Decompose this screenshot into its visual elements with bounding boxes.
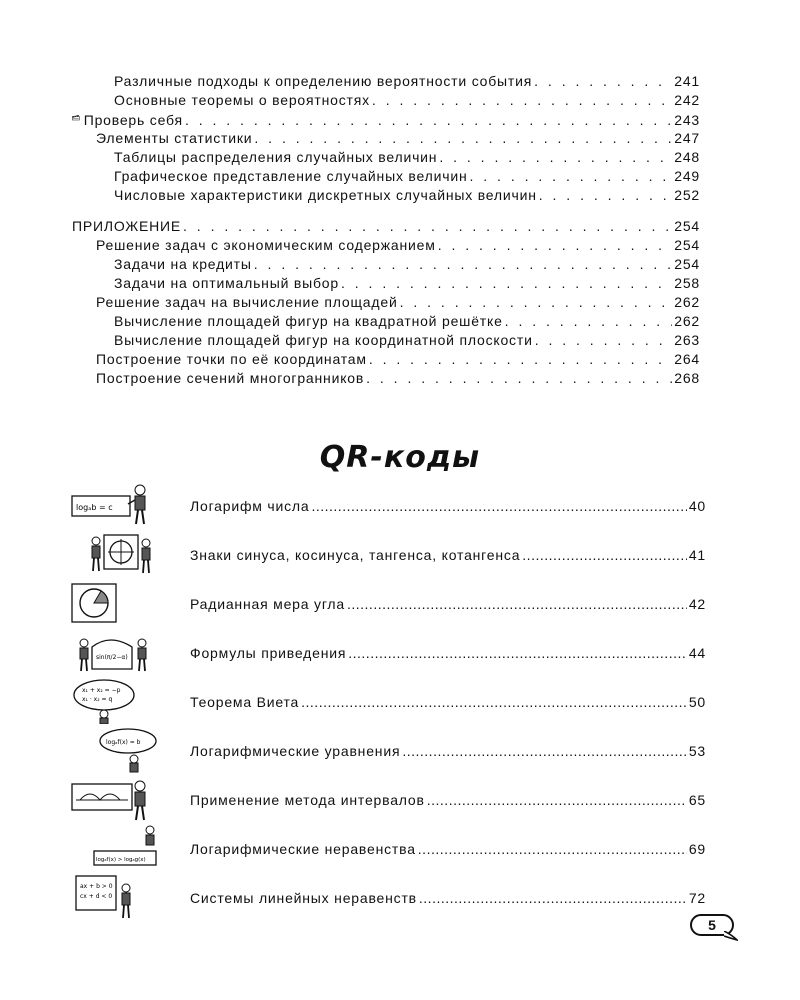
qr-code-list <box>70 482 710 923</box>
toc-entry[interactable] <box>72 293 700 312</box>
qr-item-title: Логарифмические неравенства <box>190 841 416 857</box>
qr-item[interactable] <box>70 629 710 678</box>
qr-item-title: Применение метода интервалов <box>190 792 425 808</box>
toc-leader-dots <box>534 72 672 91</box>
toc-leader-dots <box>539 186 672 205</box>
qr-item[interactable] <box>70 678 710 727</box>
toc-entry-page: 254 <box>674 218 700 234</box>
board-text: ax + b > 0 <box>80 883 113 890</box>
toc-entry-title: Вычисление площадей фигур на квадратной решётке <box>114 313 503 329</box>
qr-leader-dots <box>419 890 687 906</box>
toc-leader-dots <box>438 236 673 255</box>
qr-item-title: Логарифм числа <box>190 498 310 514</box>
toc-leader-dots <box>254 255 672 274</box>
qr-item-title: Теорема Виета <box>190 694 300 710</box>
toc-entry-page: 249 <box>674 168 700 184</box>
toc-entry-page: 247 <box>674 130 700 146</box>
toc-entry-title: Различные подходы к определению вероятности события <box>114 73 533 89</box>
table-of-contents <box>72 72 700 388</box>
test-clapper-icon <box>72 110 80 125</box>
toc-entry-page: 262 <box>674 294 700 310</box>
page-number: 5 <box>708 917 716 933</box>
board-reduction-formulas-illustration <box>70 629 158 675</box>
qr-item-title: Системы линейных неравенств <box>190 890 417 906</box>
qr-item-line <box>190 890 706 906</box>
qr-leader-dots <box>347 596 687 612</box>
qr-item[interactable] <box>70 580 710 629</box>
qr-item-line <box>190 841 706 857</box>
toc-entry-title: Числовые характеристики дискретных случайных величин <box>114 187 537 203</box>
toc-entry[interactable] <box>72 350 700 369</box>
board-unit-circle-illustration <box>70 531 158 577</box>
board-text: logₐf(x) > logₐg(x) <box>96 857 146 863</box>
toc-leader-dots <box>341 274 672 293</box>
qr-item-line <box>190 596 706 612</box>
qr-item-page: 42 <box>688 596 706 612</box>
toc-entry-page: 263 <box>674 332 700 348</box>
qr-item-page: 40 <box>688 498 706 514</box>
qr-item[interactable] <box>70 776 710 825</box>
toc-leader-dots <box>369 350 672 369</box>
toc-entry-title: Таблицы распределения случайных величин <box>114 149 438 165</box>
toc-entry-title: Проверь себя <box>83 112 183 128</box>
board-log-inequality-illustration <box>70 825 158 871</box>
toc-entry-title: Графическое представление случайных величин <box>114 168 468 184</box>
toc-leader-dots <box>254 129 672 148</box>
board-log-formula-illustration <box>70 482 158 528</box>
toc-entry-page: 264 <box>674 351 700 367</box>
qr-leader-dots <box>402 743 686 759</box>
qr-leader-dots <box>301 694 687 710</box>
page-number-badge <box>690 914 734 936</box>
qr-item[interactable] <box>70 874 710 923</box>
cloud-vieta-illustration <box>70 678 158 724</box>
toc-entry-title: Решение задач на вычисление площадей <box>96 294 398 310</box>
qr-item[interactable] <box>70 531 710 580</box>
toc-leader-dots <box>183 217 672 236</box>
svg-text:sin(π/2−α): sin(π/2−α) <box>96 654 128 661</box>
board-text: cx + d < 0 <box>80 893 113 900</box>
qr-item-title: Логарифмические уравнения <box>190 743 401 759</box>
qr-item-title: Знаки синуса, косинуса, тангенса, котангенса <box>190 547 521 563</box>
toc-entry-title: Построение точки по её координатам <box>96 351 367 367</box>
qr-leader-dots <box>427 792 687 808</box>
qr-item-line <box>190 743 706 759</box>
qr-item-page: 53 <box>688 743 706 759</box>
qr-item-page: 72 <box>688 890 706 906</box>
toc-entry-page: 254 <box>674 237 700 253</box>
qr-item-line <box>190 694 706 710</box>
toc-entry[interactable] <box>72 312 700 331</box>
toc-entry[interactable] <box>72 167 700 186</box>
qr-leader-dots <box>522 547 687 563</box>
qr-item-line <box>190 645 706 661</box>
toc-entry-page: 243 <box>674 112 700 128</box>
toc-entry-title: Решение задач с экономическим содержанием <box>96 237 436 253</box>
board-intervals-illustration <box>70 776 158 822</box>
board-text: logₐb = c <box>76 503 113 512</box>
toc-leader-dots <box>469 167 672 186</box>
toc-entry-page: 268 <box>674 370 700 386</box>
qr-item-line <box>190 547 706 563</box>
toc-leader-dots <box>439 148 672 167</box>
board-linear-system-illustration <box>70 874 158 920</box>
toc-entry[interactable] <box>72 129 700 148</box>
toc-leader-dots <box>400 293 673 312</box>
qr-item[interactable] <box>70 825 710 874</box>
qr-item-page: 41 <box>688 547 706 563</box>
toc-entry-page: 252 <box>674 187 700 203</box>
toc-entry[interactable] <box>72 369 700 388</box>
toc-entry-page: 258 <box>674 275 700 291</box>
board-text: x₁ + x₂ = −p <box>82 687 121 694</box>
qr-item[interactable] <box>70 482 710 531</box>
toc-entry[interactable] <box>72 148 700 167</box>
toc-entry-page: 262 <box>674 313 700 329</box>
toc-entry-page: 254 <box>674 256 700 272</box>
board-radian-circle-illustration <box>70 580 158 626</box>
qr-section-heading: QR-коды <box>319 440 481 475</box>
toc-entry[interactable] <box>72 274 700 293</box>
toc-entry[interactable] <box>72 217 700 236</box>
speech-tail-icon <box>724 931 738 941</box>
qr-leader-dots <box>311 498 686 514</box>
qr-leader-dots <box>418 841 687 857</box>
toc-entry-page: 248 <box>674 149 700 165</box>
toc-leader-dots <box>366 369 672 388</box>
toc-entry[interactable] <box>72 255 700 274</box>
toc-entry[interactable] <box>72 72 700 91</box>
qr-item-title: Радианная мера угла <box>190 596 345 612</box>
qr-item-page: 65 <box>688 792 706 808</box>
board-text: x₁ · x₂ = q <box>82 696 113 703</box>
qr-item[interactable] <box>70 727 710 776</box>
toc-entry-page: 242 <box>674 92 700 108</box>
qr-leader-dots <box>348 645 687 661</box>
toc-entry[interactable] <box>72 186 700 205</box>
toc-entry-title: Задачи на кредиты <box>114 256 252 272</box>
toc-entry[interactable] <box>72 110 700 129</box>
qr-item-line <box>190 498 706 514</box>
board-text: logₐf(x) = b <box>106 739 141 746</box>
toc-entry[interactable] <box>72 236 700 255</box>
toc-leader-dots <box>185 111 672 130</box>
qr-item-title: Формулы приведения <box>190 645 347 661</box>
toc-entry-page: 241 <box>674 73 700 89</box>
toc-leader-dots <box>505 312 673 331</box>
qr-item-line <box>190 792 706 808</box>
toc-entry[interactable] <box>72 331 700 350</box>
toc-leader-dots <box>535 331 673 350</box>
toc-entry[interactable] <box>72 91 700 110</box>
toc-entry-title: Построение сечений многогранников <box>96 370 365 386</box>
toc-leader-dots <box>372 91 672 110</box>
qr-item-page: 69 <box>688 841 706 857</box>
toc-entry-title: Задачи на оптимальный выбор <box>114 275 339 291</box>
toc-entry-title: ПРИЛОЖЕНИЕ <box>72 218 182 234</box>
qr-item-page: 44 <box>688 645 706 661</box>
qr-item-page: 50 <box>688 694 706 710</box>
toc-entry-title: Элементы статистики <box>96 130 253 146</box>
toc-entry-title: Основные теоремы о вероятностях <box>114 92 370 108</box>
cloud-log-equation-illustration <box>70 727 158 773</box>
toc-entry-title: Вычисление площадей фигур на координатной плоскости <box>114 332 533 348</box>
